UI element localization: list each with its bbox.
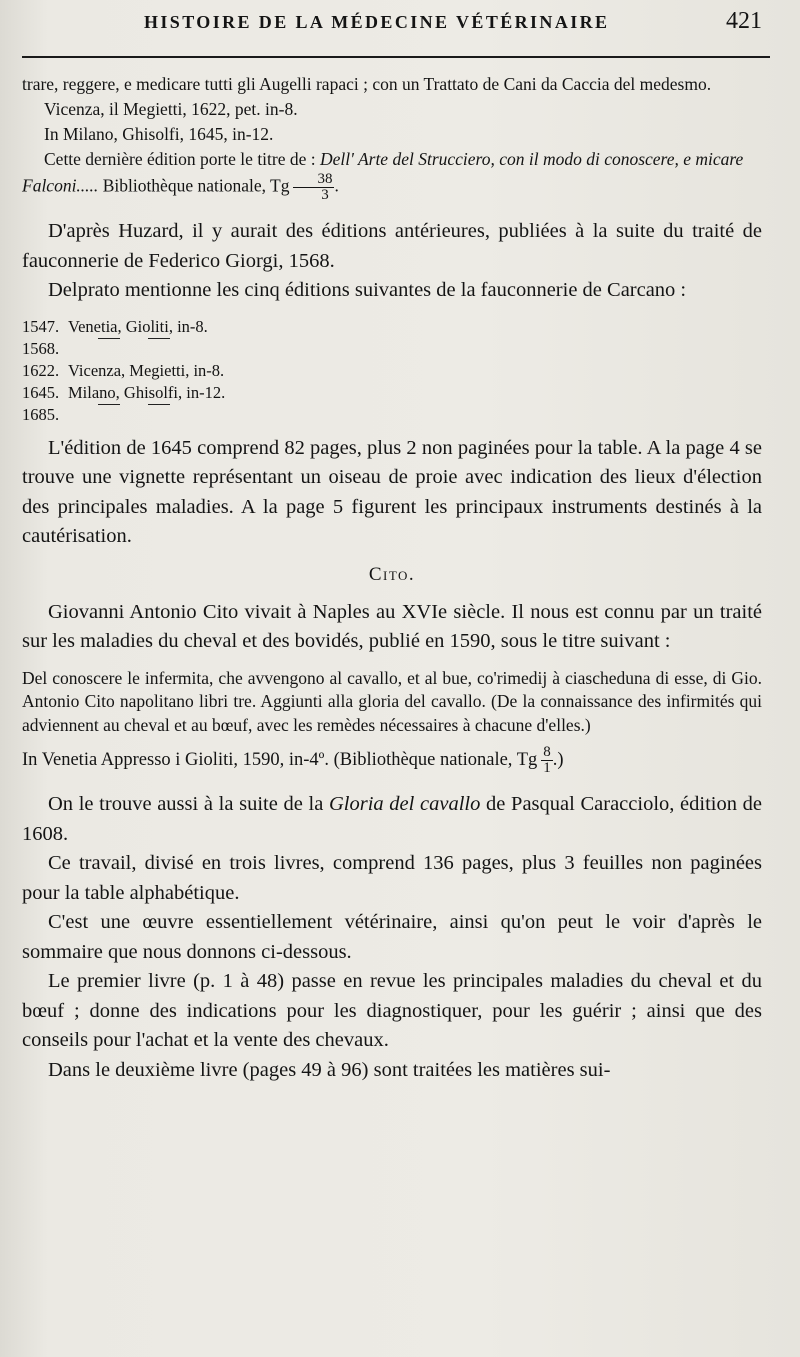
- fraction-numerator: 8: [543, 744, 551, 760]
- running-title: HISTOIRE DE LA MÉDECINE VÉTÉRINAIRE: [144, 12, 610, 32]
- bib-note: [22, 147, 762, 203]
- paragraph-travail: Ce travail, divisé en trois livres, comprend 136 pages, plus 3 feuilles non paginées pour la table alphabétique.: [22, 852, 762, 904]
- edition-description: Milano, Ghisolfi, in-12.: [68, 382, 226, 402]
- bib-edition-vicenza: Vicenza, il Megietti, 1622, pet. in-8.: [44, 99, 298, 119]
- ditto-dash: [98, 338, 120, 360]
- paragraph-huzard: D'après Huzard, il y aurait des éditions antérieures, publiées à la suite du traité de fauconnerie de Federico Giorgi, 1568.: [22, 220, 762, 272]
- paragraph-gloria: [22, 790, 762, 849]
- fraction-numerator: 38: [293, 172, 334, 188]
- italian-title-quote: Del conoscere le infermita, che avvengono al cavallo, et al bue, co'rimedij à ciascheduna di esse, di Gio. Antonio Cito napolitano libri tre. Aggiunti alla gloria del cavallo. (De la connaissance des infirmités qui adviennent au cheval et au bœuf, avec les remèdes nécessaires à chacune d'elles.): [22, 667, 762, 735]
- paragraph-edition-1645: L'édition de 1645 comprend 82 pages, plus 2 non paginées pour la table. A la page 4 se trouve une vignette représentant un oiseau de proie avec indication des lieux d'élection des principales maladies. A la page 5 figurent les principaux instruments destinés à la cautérisation.: [22, 436, 762, 547]
- edition-year: 1622.: [22, 360, 60, 380]
- edition-row: [22, 360, 762, 382]
- page-body: [22, 72, 762, 1085]
- edition-row: [22, 316, 762, 338]
- bib-note-title: Dell' Arte del Strucciero, con il modo di conoscere, e micare Falconi.....: [22, 149, 744, 196]
- fraction-denominator: 3: [321, 187, 329, 203]
- paragraph-delprato: Delprato mentionne les cinq éditions suivantes de la fauconnerie de Carcano :: [48, 279, 687, 301]
- header-rule: [22, 56, 770, 58]
- gloria-title: Gloria del cavallo: [328, 793, 481, 815]
- imprint-text: In Venetia Appresso i Gioliti, 1590, in-4º. (Bibliothèque nationale, Tg: [22, 749, 538, 770]
- bibliography-entry: [22, 72, 762, 203]
- editions-list: [22, 316, 762, 426]
- edition-year: 1645.: [22, 382, 60, 402]
- section-heading-cito: Cito.: [368, 563, 416, 585]
- page-number: 421: [726, 8, 762, 34]
- shelfmark-fraction: [293, 172, 334, 203]
- paragraph-deuxieme-livre: Dans le deuxième livre (pages 49 à 96) sont traitées les matières sui-: [48, 1058, 611, 1081]
- bib-note-library: Bibliothèque nationale, Tg: [102, 175, 290, 196]
- edition-row: [22, 382, 762, 404]
- bib-note-end: .: [334, 175, 339, 196]
- gloria-text-before: On le trouve aussi à la suite de la: [48, 793, 324, 815]
- imprint-line: [22, 745, 762, 776]
- gloria-text-after: de Pasqual Caracciolo, édition de 1608.: [22, 793, 763, 845]
- fraction-denominator: 1: [543, 760, 551, 776]
- edition-row: [22, 404, 762, 426]
- paragraph-oeuvre: C'est une œuvre essentiellement vétérinaire, ainsi qu'on peut le voir d'après le sommaire que nous donnons ci-dessous.: [22, 911, 762, 963]
- ditto-dash: [148, 404, 170, 426]
- bib-title-line: trare, reggere, e medicare tutti gli Augelli rapaci ; con un Trattato de Cani da Caccia del medesmo.: [22, 74, 712, 94]
- edition-year: 1568.: [22, 338, 60, 358]
- imprint-end: .): [552, 749, 564, 770]
- edition-description: Venetia, Gioliti, in-8.: [68, 316, 208, 336]
- page-header: [22, 6, 770, 44]
- paragraph-cito: Giovanni Antonio Cito vivait à Naples au XVIe siècle. Il nous est connu par un traité sur les maladies du cheval et des bovidés, publié en 1590, sous le titre suivant :: [22, 600, 762, 652]
- paragraph-premier-livre: Le premier livre (p. 1 à 48) passe en revue les principales maladies du cheval et du bœuf ; donne des indications pour les diagnostiquer, pour les guérir ; ainsi que des conseils pour l'achat et la vente des chevaux.: [22, 970, 762, 1051]
- ditto-dash: [148, 338, 170, 360]
- ditto-dash: [98, 404, 120, 426]
- edition-row: [22, 338, 762, 360]
- bib-note-intro: Cette dernière édition porte le titre de :: [44, 149, 316, 169]
- edition-year: 1685.: [22, 404, 60, 424]
- shelfmark-fraction: [541, 745, 553, 776]
- bib-edition-milano: In Milano, Ghisolfi, 1645, in-12.: [44, 124, 274, 144]
- edition-year: 1547.: [22, 316, 60, 336]
- edition-description: Vicenza, Megietti, in-8.: [68, 360, 225, 380]
